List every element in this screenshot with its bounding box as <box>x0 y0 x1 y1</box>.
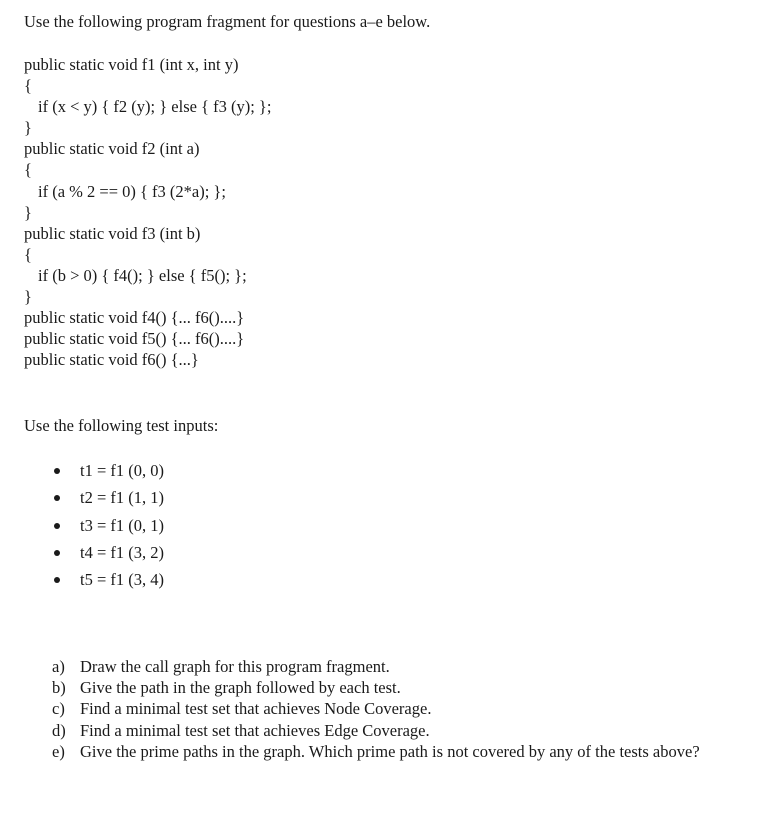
test-input-item <box>52 512 164 539</box>
question-letter: b) <box>52 678 66 698</box>
code-line: } <box>24 202 32 222</box>
test-input-item <box>52 539 164 566</box>
code-line: public static void f4() {... f6()....} <box>24 308 245 328</box>
test-input-item <box>52 484 164 511</box>
bullet-icon <box>54 550 60 556</box>
test-input-text: t3 = f1 (0, 1) <box>80 515 164 535</box>
question-letter: d) <box>52 720 66 740</box>
code-line: } <box>24 118 32 138</box>
code-line: if (x < y) { f2 (y); } else { f3 (y); }; <box>38 97 272 117</box>
question-item <box>52 741 740 762</box>
intro-text: Use the following program fragment for questions a–e below. <box>24 12 431 31</box>
question-text: Find a minimal test set that achieves Edge Coverage. <box>80 720 430 740</box>
test-input-text: t5 = f1 (3, 4) <box>80 570 164 590</box>
question-item <box>52 656 740 677</box>
tests-intro-text: Use the following test inputs: <box>24 416 219 435</box>
code-line: { <box>24 76 32 96</box>
code-line: public static void f6() {...} <box>24 350 199 370</box>
code-line: } <box>24 287 32 307</box>
test-input-text: t1 = f1 (0, 0) <box>80 461 164 480</box>
question-item <box>52 720 740 741</box>
code-line: public static void f2 (int a) <box>24 139 200 159</box>
code-line: { <box>24 244 32 264</box>
question-text: Find a minimal test set that achieves Node Coverage. <box>80 699 432 719</box>
question-text: Draw the call graph for this program fragment. <box>80 657 390 676</box>
test-input-item <box>52 457 164 484</box>
question-letter: a) <box>52 657 65 676</box>
question-item <box>52 698 740 719</box>
code-line: public static void f5() {... f6()....} <box>24 329 245 349</box>
bullet-icon <box>54 468 60 474</box>
code-line: public static void f3 (int b) <box>24 223 201 243</box>
code-line: if (b > 0) { f4(); } else { f5(); }; <box>38 265 247 285</box>
bullet-icon <box>54 495 60 501</box>
test-input-item <box>52 566 164 593</box>
question-letter: e) <box>52 741 65 761</box>
question-list <box>52 656 740 762</box>
bullet-icon <box>54 523 60 529</box>
test-input-text: t4 = f1 (3, 2) <box>80 542 164 562</box>
test-input-list <box>52 457 164 593</box>
code-fragment <box>24 54 271 370</box>
code-line: if (a % 2 == 0) { f3 (2*a); }; <box>38 181 226 201</box>
code-line: public static void f1 (int x, int y) <box>24 55 239 74</box>
question-letter: c) <box>52 699 65 719</box>
question-text: Give the path in the graph followed by each test. <box>80 678 401 698</box>
test-input-text: t2 = f1 (1, 1) <box>80 488 164 508</box>
code-line: { <box>24 160 32 180</box>
question-text: Give the prime paths in the graph. Which prime path is not covered by any of the tests above? <box>80 741 700 761</box>
bullet-icon <box>54 577 60 583</box>
question-item <box>52 677 740 698</box>
